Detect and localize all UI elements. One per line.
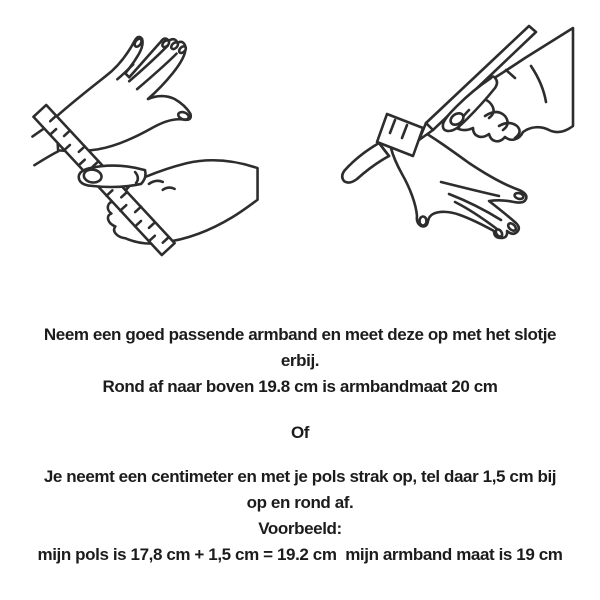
illustration-measure-bracelet-ruler xyxy=(28,22,260,257)
instruction-line: op en rond af. xyxy=(246,493,354,512)
instruction-line: Voorbeeld: xyxy=(258,519,342,538)
sizing-instructions xyxy=(0,322,600,568)
instruction-line: Rond af naar boven 19.8 cm is armbandmaat 20 cm xyxy=(102,377,498,396)
instruction-line: Je neemt een centimeter en met je pols strak op, tel daar 1,5 cm bij xyxy=(43,467,557,486)
holding-thumb xyxy=(79,166,146,187)
instruction-line: mijn pols is 17,8 cm + 1,5 cm = 19.2 cm mijn armband maat is 19 cm xyxy=(37,545,563,564)
instruction-line: erbij. xyxy=(280,351,320,370)
separator-of: Of xyxy=(290,423,310,442)
instruction-line: Neem een goed passende armband en meet deze op met het slotje xyxy=(43,325,557,344)
measured-hand xyxy=(56,37,191,151)
illustration-mark-tape-with-pen xyxy=(333,24,576,252)
method-1-text xyxy=(0,322,600,400)
method-2-text xyxy=(0,464,600,568)
